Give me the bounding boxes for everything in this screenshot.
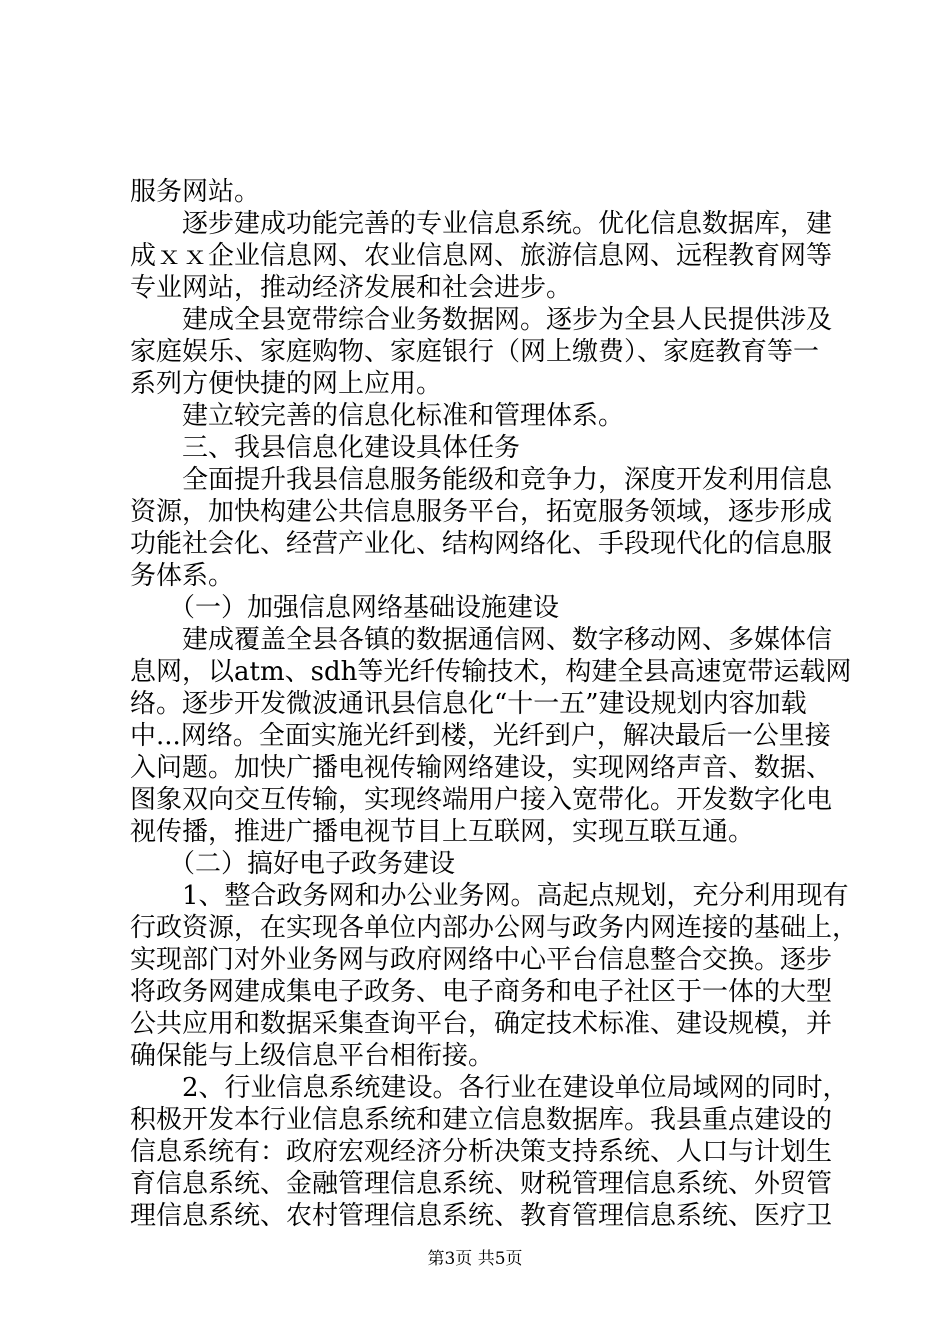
- text-line: 成ｘｘ企业信息网、农业信息网、旅游信息网、远程教育网等: [130, 241, 833, 271]
- subsection-heading: （二）搞好电子政务建设: [130, 849, 456, 879]
- text-line: 务体系。: [130, 561, 235, 591]
- text-line: 建成全县宽带综合业务数据网。逐步为全县人民提供涉及: [130, 305, 833, 335]
- text-line: 全面提升我县信息服务能级和竞争力，深度开发利用信息: [130, 465, 833, 495]
- subsection-heading: （一）加强信息网络基础设施建设: [130, 593, 560, 623]
- text-line: 2、行业信息系统建设。各行业在建设单位局域网的同时，: [130, 1073, 849, 1103]
- text-line: 图象双向交互传输，实现终端用户接入宽带化。开发数字化电: [130, 785, 833, 815]
- text-line: 系列方便快捷的网上应用。: [130, 369, 443, 399]
- text-line: 1、整合政务网和办公业务网。高起点规划，充分利用现有: [130, 881, 849, 911]
- text-line: 建立较完善的信息化标准和管理体系。: [130, 401, 625, 431]
- document-body: [130, 176, 859, 1232]
- text-line: 确保能与上级信息平台相衔接。: [130, 1041, 495, 1071]
- text-line: 行政资源，在实现各单位内部办公网与政务内网连接的基础上，: [130, 913, 859, 943]
- text-line: 中...网络。全面实施光纤到楼，光纤到户，解决最后一公里接: [130, 721, 831, 751]
- text-line: 将政务网建成集电子政务、电子商务和电子社区于一体的大型: [130, 977, 833, 1007]
- text-line: 入问题。加快广播电视传输网络建设，实现网络声音、数据、: [130, 753, 833, 783]
- text-line: 理信息系统、农村管理信息系统、教育管理信息系统、医疗卫: [130, 1201, 833, 1231]
- text-line: 功能社会化、经营产业化、结构网络化、手段现代化的信息服: [130, 529, 833, 559]
- section-heading: 三、我县信息化建设具体任务: [130, 433, 521, 463]
- text-line: 积极开发本行业信息系统和建立信息数据库。我县重点建设的: [130, 1105, 833, 1135]
- text-line: 家庭娱乐、家庭购物、家庭银行（网上缴费）、家庭教育等一: [130, 337, 820, 367]
- text-line: 信息系统有：政府宏观经济分析决策支持系统、人口与计划生: [130, 1137, 833, 1167]
- text-line: 育信息系统、金融管理信息系统、财税管理信息系统、外贸管: [130, 1169, 833, 1199]
- text-line: 息网，以atm、sdh等光纤传输技术，构建全县高速宽带运载网: [130, 657, 852, 687]
- page-number: 第3页 共5页: [427, 1249, 523, 1269]
- text-line: 资源，加快构建公共信息服务平台，拓宽服务领域，逐步形成: [130, 497, 833, 527]
- text-line: 专业网站，推动经济发展和社会进步。: [130, 273, 573, 303]
- text-line: 视传播，推进广播电视节目上互联网，实现互联互通。: [130, 817, 755, 847]
- text-line: 实现部门对外业务网与政府网络中心平台信息整合交换。逐步: [130, 945, 833, 975]
- text-line: 逐步建成功能完善的专业信息系统。优化信息数据库，建: [130, 209, 833, 239]
- text-line: 建成覆盖全县各镇的数据通信网、数字移动网、多媒体信: [130, 625, 833, 655]
- text-line: 络。逐步开发微波通讯县信息化“十一五”建设规划内容加载: [130, 689, 807, 719]
- text-line: 服务网站。: [130, 177, 261, 207]
- text-line: 公共应用和数据采集查询平台，确定技术标准、建设规模，并: [130, 1009, 833, 1039]
